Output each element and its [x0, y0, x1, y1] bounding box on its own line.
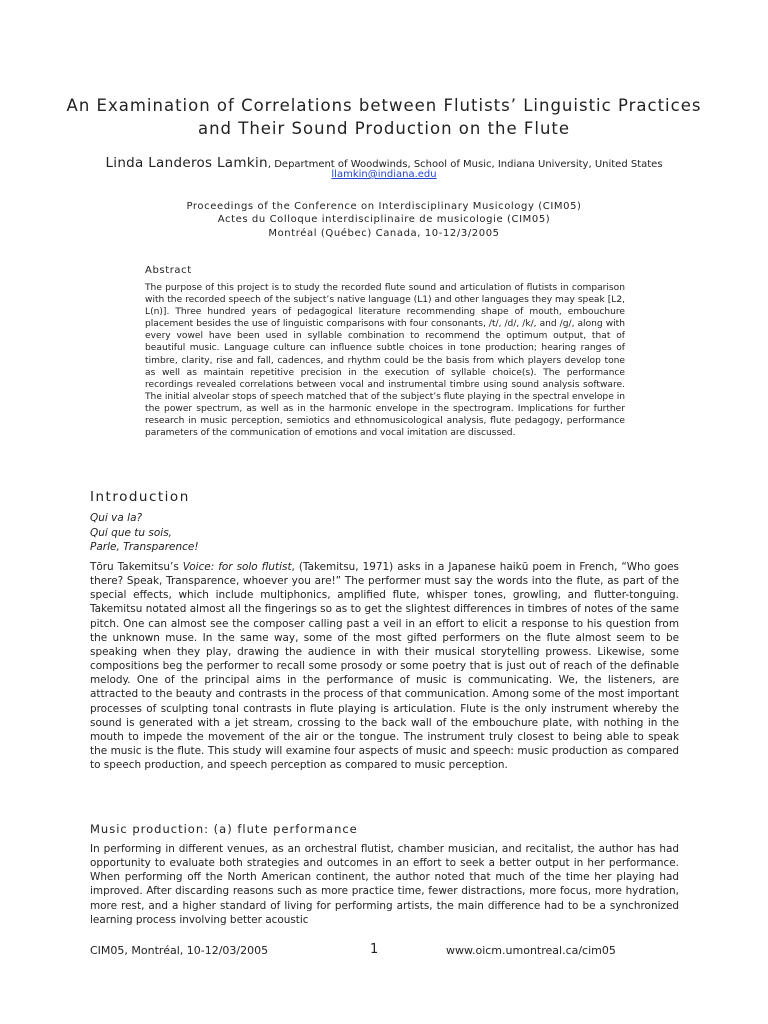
author-name: Linda Landeros Lamkin [105, 155, 268, 171]
poem-line: Parle, Transparence! [90, 541, 199, 554]
epigraph-poem [90, 511, 199, 555]
music-production-heading: Music production: (a) flute performance [90, 822, 358, 836]
introduction-paragraph [90, 560, 679, 772]
introduction-heading: Introduction [90, 489, 190, 505]
abstract-heading: Abstract [145, 265, 192, 276]
poem-line: Qui que tu sois, [90, 526, 173, 539]
music-production-paragraph: In performing in different venues, as an orchestral flutist, chamber musician, and recitalist, the author has had opportunity to evaluate both strategies and outcomes in an effort to seek a better output in her performance. When performing off the North American continent, the author noted that much of the time her playing had improved. After discarding reasons such as more practice time, fewer distractions, more focus, more hydration, more rest, and a higher standard of living for performing artists, the main difference had to be a synchronized learning process involving better acoustic [90, 843, 679, 926]
work-title: Voice: for solo flutist [182, 561, 292, 573]
paper-title: An Examination of Correlations between Flutists’ Linguistic Practices and Their Sound Production on the Flute [66, 96, 702, 138]
proceedings-line: Actes du Colloque interdisciplinaire de musicologie (CIM05) [217, 214, 551, 226]
proceedings-block [60, 200, 708, 240]
footer-conference: CIM05, Montréal, 10-12/03/2005 [90, 944, 269, 957]
proceedings-line: Proceedings of the Conference on Interdisciplinary Musicology (CIM05) [186, 201, 582, 212]
intro-text-rest: , (Takemitsu, 1971) asks in a Japanese haikū poem in French, “Who goes there? Speak, Transparence, whoever you are!” The performer must say the words into the flute, as part of the special effects, which include multiphonics, amplified flute, whisper tones, growling, and flutter-tonguing. Takemitsu notated almost all the fingerings so as to get the slightest differences in timbres of notes of the same pitch. One can almost see the composer calling past a veil in an effort to elicit a response to his question from the unknown muse. In the same way, some of the most gifted performers on the flute almost seem to be speaking when they play, drawing the audience in with their musical storytelling prowess. Likewise, some compositions beg the performer to recall some prosody or some poetry that is just out of reach of the definable melody. One of the principal aims in the performance of music is communicating. We, the listeners, are attracted to the beauty and contrasts in the process of that communication. Among some of the most important processes of sculpting tonal contrasts in flute playing is articulation. Flute is the only instrument whereby the sound is generated with a jet stream, crossing to the back wall of the embouchure plate, with nothing in the mouth to impede the movement of the air or the tongue. The instrument truly closest to being able to speak the music is the flute. This study will examine four aspects of music and speech: music production as compared to speech production, and speech perception as compared to music perception. [90, 561, 679, 772]
page-number: 1 [370, 942, 379, 957]
abstract-text: The purpose of this project is to study the recorded flute sound and articulation of flutists in comparison with the recorded speech of the subject’s native language (L1) and other languages they may speak [L2, L(n)]. Three hundred years of pedagogical literature recommending shape of mouth, embouchure placement besides the use of linguistic comparisons with four consonants, /t/, /d/, /k/, and /g/, along with every vowel have been used in syllable combination to recommend the optimum output, that of beautiful music. Language culture can influence subtle choices in tone production; hearing ranges of timbre, clarity, rise and fall, cadences, and rhythm could be the basis from which players develop tone as well as maintain repetitive precision in the execution of syllable choice(s). The performance recordings revealed correlations between vocal and instrumental timbre using sound analysis software. The initial alveolar stops of speech matched that of the subject’s flute playing in the spectral envelope in the power spectrum, as well as in the harmonic envelope in the spectrogram. Implications for further research in music perception, semiotics and ethnomusicological analysis, flute pedagogy, performance parameters of the communication of emotions and vocal imitation are discussed. [145, 283, 625, 439]
footer-url[interactable]: www.oicm.umontreal.ca/cim05 [446, 944, 616, 957]
author-affiliation: , Department of Woodwinds, School of Music, Indiana University, United States [267, 159, 663, 170]
intro-text-start: Tōru Takemitsu’s [90, 561, 183, 573]
author-email-link[interactable]: llamkin@indiana.edu [331, 169, 437, 180]
poem-line: Qui va la? [90, 512, 143, 524]
proceedings-line: Montréal (Québec) Canada, 10-12/3/2005 [268, 227, 500, 239]
